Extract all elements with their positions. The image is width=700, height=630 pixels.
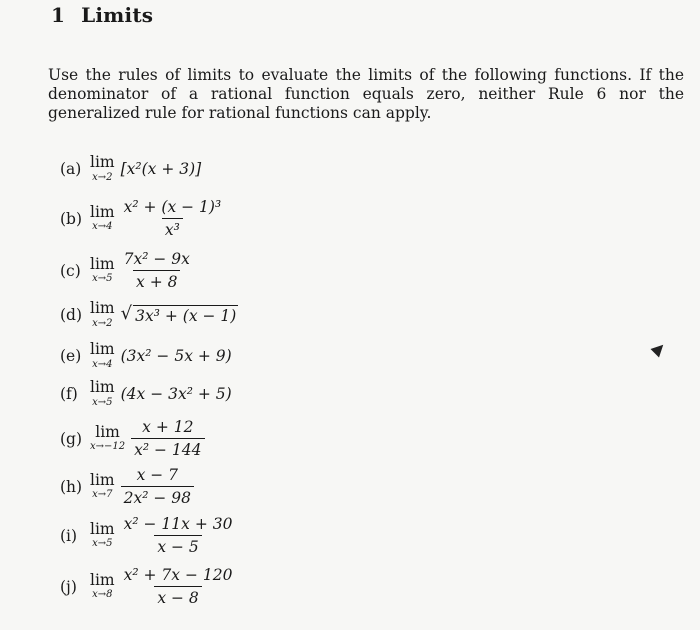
lim-word: lim [90,153,115,171]
problem-j [60,566,235,607]
fraction [121,466,194,507]
limit-subscript: x→4 [92,358,113,370]
limit-operator [90,519,115,550]
problem-b [60,198,224,239]
limit-subscript: x→2 [92,171,113,183]
fraction-numerator: x² − 11x + 30 [123,515,233,533]
radical-sign: √ [120,302,133,324]
limit-operator [90,342,115,370]
fraction [121,566,236,607]
problem-label: (c) [60,261,81,280]
lim-word: lim [90,378,115,396]
limit-expression: [x²(x + 3)] [120,159,202,178]
lim-word: lim [95,422,120,441]
problem-label: (h) [60,477,83,496]
problem-i [60,515,235,556]
problem-label: (g) [60,429,83,448]
limit-operator [90,380,115,408]
problem-label: (j) [60,577,77,596]
lim-word: lim [90,470,115,489]
limit-subscript: x→7 [92,489,113,501]
limit-operator [90,470,115,501]
limit-operator [90,202,115,233]
section-number: 1 [51,3,66,27]
instructions-paragraph: Use the rules of limits to evaluate the limits of the following functions. If the denominator of a rational function equals zero, neither Rule 6 nor the generalized rule for rational functions can apply. [48,66,684,122]
limit-subscript: x→−12 [90,441,126,453]
problem-label: (f) [60,384,78,403]
problem-a [60,155,201,183]
fraction-numerator: x + 12 [142,418,194,436]
fraction-numerator: 7x² − 9x [123,250,190,268]
limit-operator [90,422,126,453]
limit-subscript: x→5 [92,396,113,408]
limit-subscript: x→5 [92,273,113,285]
problem-label: (a) [60,159,82,178]
section-heading: Limits [81,3,154,27]
problem-e [60,342,232,370]
fraction [121,250,193,291]
fraction-denominator: x − 5 [154,535,201,556]
limit-expression: (3x² − 5x + 9) [120,346,232,365]
lim-word: lim [90,340,115,358]
problem-label: (e) [60,346,82,365]
problem-f [60,380,232,408]
limit-operator [90,254,115,285]
fraction-denominator: 2x² − 98 [121,486,194,507]
problem-d [60,301,238,329]
lim-word: lim [90,254,115,273]
limit-subscript: x→2 [92,317,113,329]
fraction-denominator: x³ [162,218,183,239]
fraction [121,515,236,556]
lim-word: lim [90,299,115,317]
fraction-denominator: x² − 144 [131,438,204,459]
mouse-cursor-icon [651,341,668,358]
lim-word: lim [90,519,115,538]
fraction [131,418,204,459]
limit-subscript: x→8 [92,589,113,601]
fraction-numerator: x² + (x − 1)³ [123,198,222,216]
limit-operator [90,301,115,329]
fraction-denominator: x + 8 [133,270,180,291]
lim-word: lim [90,570,115,589]
limit-operator [90,570,115,601]
radicand: 3x³ + (x − 1) [135,306,237,325]
problem-h [60,466,194,507]
problem-label: (i) [60,526,78,545]
problem-label: (d) [60,305,83,324]
square-root [120,302,239,325]
limit-expression: (4x − 3x² + 5) [120,384,232,403]
limit-subscript: x→5 [92,538,113,550]
fraction-numerator: x² + 7x − 120 [123,566,233,584]
problem-c [60,250,193,291]
fraction-denominator: x − 8 [154,586,201,607]
lim-word: lim [90,202,115,221]
limit-operator [90,155,115,183]
fraction [121,198,225,239]
problem-label: (b) [60,209,83,228]
problem-g [60,418,205,459]
section-title [51,3,153,27]
fraction-numerator: x − 7 [136,466,179,484]
limit-subscript: x→4 [92,221,113,233]
